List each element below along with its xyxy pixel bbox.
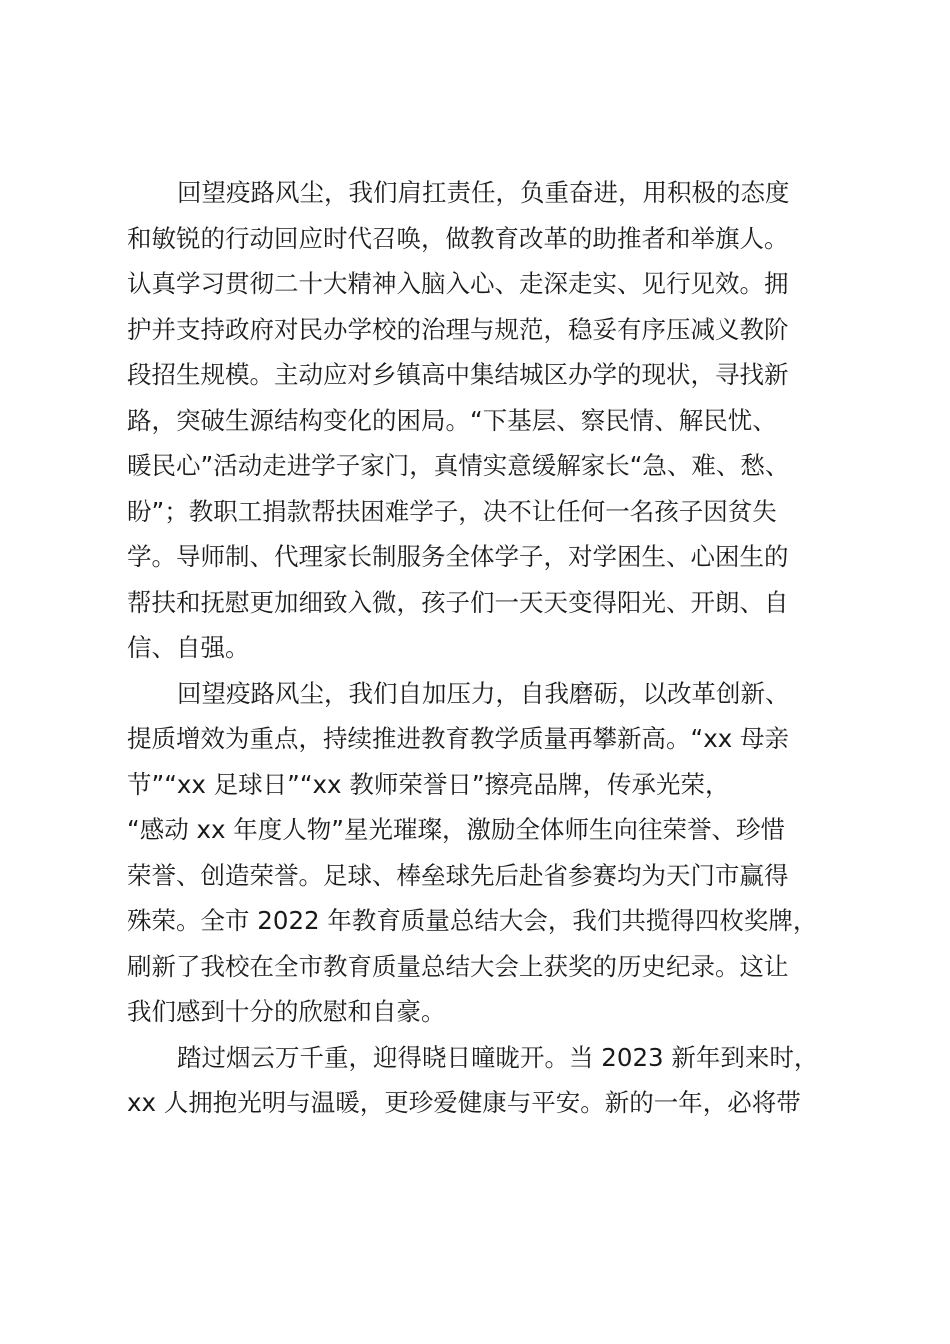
document-body — [127, 170, 855, 1126]
paragraph-3 — [127, 1035, 855, 1126]
text-line: 我们感到十分的欣慰和自豪。 — [127, 997, 446, 1026]
text-line: 荣誉、创造荣誉。足球、棒垒球先后赴省参赛均为天门市赢得 — [127, 860, 789, 890]
paragraph-1 — [127, 170, 855, 671]
text-line: 和敏锐的行动回应时代召唤，做教育改革的助推者和举旗人。 — [127, 223, 789, 253]
text-line: 节”“xx 足球日”“xx 教师荣誉日”擦亮品牌，传承光荣， — [127, 769, 730, 799]
text-line: 回望疫路风尘，我们肩扛责任，负重奋进，用积极的态度 — [177, 178, 790, 207]
text-line: 路，突破生源结构变化的困局。“下基层、察民情、解民忧、 — [127, 405, 777, 435]
text-line: 段招生规模。主动应对乡镇高中集结城区办学的现状，寻找新 — [127, 360, 789, 389]
text-line: 提质增效为重点，持续推进教育教学质量再攀新高。“xx 母亲 — [127, 724, 789, 753]
text-line: 信、自强。 — [127, 633, 250, 662]
text-line: 殊荣。全市 2022 年教育质量总结大会，我们共揽得四枚奖牌， — [127, 906, 818, 935]
text-line: 踏过烟云万千重，迎得晓日曈昽开。当 2023 新年到来时， — [177, 1042, 819, 1072]
text-line: 盼”；教职工捐款帮扶困难学子，决不让任何一名孩子因贫失 — [127, 496, 777, 526]
text-line: 刷新了我校在全市教育质量总结大会上获奖的历史纪录。这让 — [127, 951, 789, 981]
text-line: 护并支持政府对民办学校的治理与规范，稳妥有序压减义教阶 — [127, 314, 789, 344]
text-line: 认真学习贯彻二十大精神入脑入心、走深走实、见行见效。拥 — [127, 269, 789, 298]
text-line: 学。导师制、代理家长制服务全体学子，对学困生、心困生的 — [127, 542, 789, 571]
paragraph-2 — [127, 671, 855, 1035]
text-line: 暖民心”活动走进学子家门，真情实意缓解家长“急、难、愁、 — [127, 451, 790, 480]
text-line: “感动 xx 年度人物”星光璀璨，激励全体师生向往荣誉、珍惜 — [127, 815, 785, 844]
text-line: 帮扶和抚慰更加细致入微，孩子们一天天变得阳光、开朗、自 — [127, 587, 789, 617]
text-line: xx 人拥抱光明与温暖，更珍爱健康与平安。新的一年，必将带 — [127, 1088, 801, 1117]
text-line: 回望疫路风尘，我们自加压力，自我磨砺，以改革创新、 — [177, 678, 790, 708]
